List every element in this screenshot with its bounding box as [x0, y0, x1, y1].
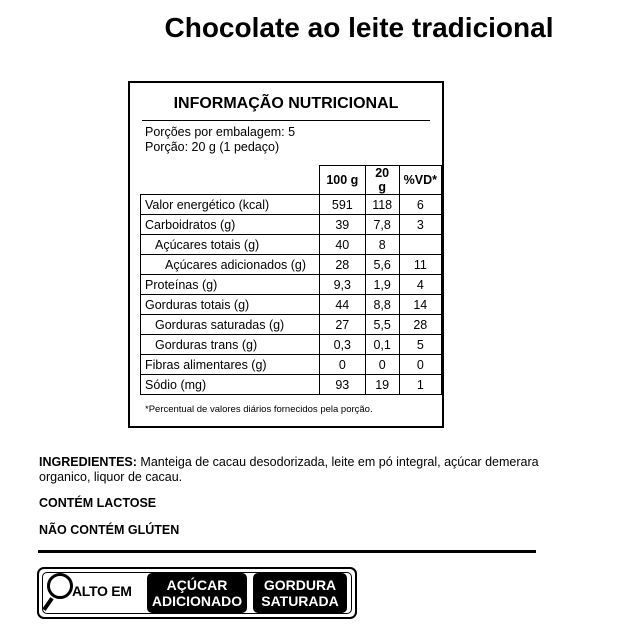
row-label: Carboidratos (g): [141, 215, 320, 235]
value-vd: 14: [399, 295, 441, 315]
value-20g: 1,9: [365, 275, 399, 295]
value-100g: 9,3: [319, 275, 365, 295]
value-vd: 3: [399, 215, 441, 235]
tag-line: AÇÚCAR: [166, 577, 228, 593]
row-label: Açúcares adicionados (g): [141, 255, 320, 275]
value-100g: 0: [319, 355, 365, 375]
table-row: [141, 335, 442, 355]
value-100g: 39: [319, 215, 365, 235]
value-100g: 44: [319, 295, 365, 315]
value-vd: 28: [399, 315, 441, 335]
alto-em-label: ALTO EM: [72, 583, 132, 599]
saturated-fat-tag: [253, 573, 347, 613]
allergen-gluten: NÃO CONTÉM GLÚTEN: [39, 523, 180, 537]
value-100g: 40: [319, 235, 365, 255]
value-20g: 8: [365, 235, 399, 255]
value-vd: 5: [399, 335, 441, 355]
value-20g: 118: [365, 195, 399, 215]
value-vd: 4: [399, 275, 441, 295]
header-vd: %VD*: [399, 166, 441, 195]
value-vd: 1: [399, 375, 441, 395]
row-label: Sódio (mg): [141, 375, 320, 395]
ingredients: [39, 455, 559, 485]
row-label: Gorduras totais (g): [141, 295, 320, 315]
front-warning-seal: [37, 567, 357, 619]
table-row: [141, 375, 442, 395]
value-100g: 591: [319, 195, 365, 215]
table-row: [141, 295, 442, 315]
table-row: [141, 315, 442, 335]
value-100g: 27: [319, 315, 365, 335]
nutrition-title: INFORMAÇÃO NUTRICIONAL: [173, 95, 399, 112]
ingredients-text: Manteiga de cacau desodorizada, leite em pó integral, açúcar demerara organico, liquor de cacau.: [39, 455, 539, 484]
table-row: [141, 355, 442, 375]
tag-line: SATURADA: [261, 593, 339, 609]
portions-per-package: Porções por embalagem: 5: [145, 125, 296, 139]
table-header-row: [141, 166, 442, 195]
row-label: Açúcares totais (g): [141, 235, 320, 255]
table-row: [141, 275, 442, 295]
header-100g: 100 g: [319, 166, 365, 195]
table-row: [141, 195, 442, 215]
tag-line: GORDURA: [263, 577, 337, 593]
value-100g: 28: [319, 255, 365, 275]
table-row: [141, 215, 442, 235]
value-20g: 5,5: [365, 315, 399, 335]
row-label: Gorduras trans (g): [141, 335, 320, 355]
value-20g: 7,8: [365, 215, 399, 235]
value-vd: 11: [399, 255, 441, 275]
ingredients-label: INGREDIENTES:: [39, 455, 137, 469]
value-100g: 0,3: [319, 335, 365, 355]
table-row: [141, 235, 442, 255]
row-label: Gorduras saturadas (g): [141, 315, 320, 335]
value-20g: 19: [365, 375, 399, 395]
row-label: Fibras alimentares (g): [141, 355, 320, 375]
nutrition-facts-panel: [128, 81, 444, 428]
tag-line: ADICIONADO: [151, 593, 243, 609]
magnifier-icon: [47, 573, 73, 599]
divider: [142, 120, 430, 121]
value-20g: 0,1: [365, 335, 399, 355]
allergen-lactose: CONTÉM LACTOSE: [39, 496, 157, 510]
table-row: [141, 255, 442, 275]
header-20g: 20 g: [365, 166, 399, 195]
value-vd: 0: [399, 355, 441, 375]
value-20g: 0: [365, 355, 399, 375]
portion-size: Porção: 20 g (1 pedaço): [145, 140, 280, 154]
row-label: Valor energético (kcal): [141, 195, 320, 215]
value-vd: 6: [399, 195, 441, 215]
value-20g: 8,8: [365, 295, 399, 315]
nutrition-table: [140, 165, 442, 395]
value-20g: 5,6: [365, 255, 399, 275]
value-vd: [399, 235, 441, 255]
row-label: Proteínas (g): [141, 275, 320, 295]
product-title: Chocolate ao leite tradicional: [164, 12, 554, 43]
divider: [38, 550, 536, 553]
footnote: *Percentual de valores diários fornecidos pela porção.: [145, 404, 373, 415]
added-sugar-tag: [147, 573, 247, 613]
header-blank: [141, 166, 320, 195]
value-100g: 93: [319, 375, 365, 395]
